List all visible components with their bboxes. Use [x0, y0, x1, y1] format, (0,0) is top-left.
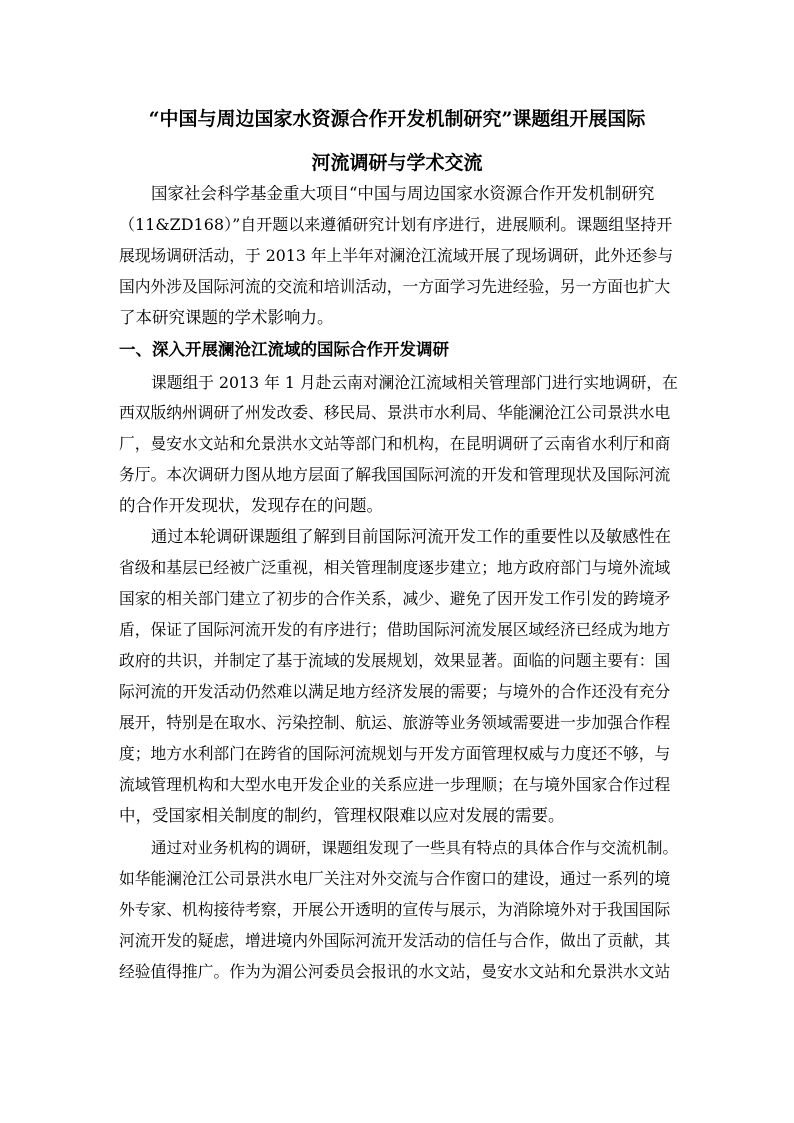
paragraph-line: 国家社会科学基金重大项目“中国与周边国家水资源合作开发机制研究: [151, 184, 655, 203]
document-title-line-1: “中国与周边国家水资源合作开发机制研究”课题组开展国际: [148, 108, 646, 130]
paragraph-line: 流域管理机构和大型水电开发企业的关系应进一步理顺；在与境外国家合作过程: [119, 775, 671, 794]
paragraph-line: 政府的共识，并制定了基于流域的发展规划，效果显著。面临的问题主要有：国: [119, 651, 671, 670]
paragraph-line: 经验值得推广。作为为湄公河委员会报讯的水文站，曼安水文站和允景洪水文站: [119, 962, 671, 981]
paragraph-line: 盾，保证了国际河流开发的有序进行；借助国际河流发展区域经济已经成为地方: [119, 620, 671, 639]
paragraph-line: 外专家、机构接待考察，开展公开透明的宣传与展示，为消除境外对于我国国际: [119, 900, 671, 919]
paragraph-line: 课题组于 2013 年 1 月赴云南对澜沧江流域相关管理部门进行实地调研，在: [151, 373, 678, 392]
paragraph-line: 河流开发的疑虑，增进境内外国际河流开发活动的信任与合作，做出了贡献，其: [119, 931, 671, 950]
paragraph-line: 际河流的开发活动仍然难以满足地方经济发展的需要；与境外的合作还没有充分: [119, 682, 671, 701]
paragraph-line: 展现场调研活动，于 2013 年上半年对澜沧江流域开展了现场调研，此外还参与: [119, 246, 674, 265]
paragraph-line: 的合作开发现状，发现存在的问题。: [119, 496, 383, 515]
paragraph-line: 国家的相关部门建立了初步的合作关系，减少、避免了因开发工作引发的跨境矛: [119, 589, 671, 608]
section-heading: 一、深入开展澜沧江流域的国际合作开发调研: [119, 340, 449, 359]
paragraph-line: 务厅。本次调研力图从地方层面了解我国国际河流的开发和管理现状及国际河流: [119, 465, 671, 484]
paragraph-line: 如华能澜沧江公司景洪水电厂关注对外交流与合作窗口的建设，通过一系列的境: [119, 869, 671, 888]
paragraph-line: 省级和基层已经被广泛重视，相关管理制度逐步建立；地方政府部门与境外流域: [119, 558, 671, 577]
paragraph-line: 厂，曼安水文站和允景洪水文站等部门和机构，在昆明调研了云南省水利厅和商: [119, 434, 671, 453]
paragraph-line: 国内外涉及国际河流的交流和培训活动，一方面学习先进经验，另一方面也扩大: [119, 277, 671, 296]
paragraph-line: 通过本轮调研课题组了解到目前国际河流开发工作的重要性以及敏感性在: [151, 527, 671, 546]
paragraph-line: 通过对业务机构的调研，课题组发现了一些具有特点的具体合作与交流机制。: [151, 839, 679, 857]
paragraph-line: 西双版纳州调研了州发改委、移民局、景洪市水利局、华能澜沧江公司景洪水电: [119, 403, 671, 422]
document-title-line-2: 河流调研与学术交流: [311, 152, 483, 174]
paragraph-line: 度；地方水利部门在跨省的国际河流规划与开发方面管理权威与力度还不够，与: [119, 744, 671, 763]
paragraph-line: （11&ZD168）”自开题以来遵循研究计划有序进行，进展顺利。课题组坚持开: [119, 215, 673, 234]
paragraph-line: 了本研究课题的学术影响力。: [119, 308, 334, 327]
paragraph-line: 展开，特别是在取水、污染控制、航运、旅游等业务领域需要进一步加强合作程: [119, 713, 671, 732]
paragraph-line: 中，受国家相关制度的制约，管理权限难以应对发展的需要。: [119, 806, 565, 825]
